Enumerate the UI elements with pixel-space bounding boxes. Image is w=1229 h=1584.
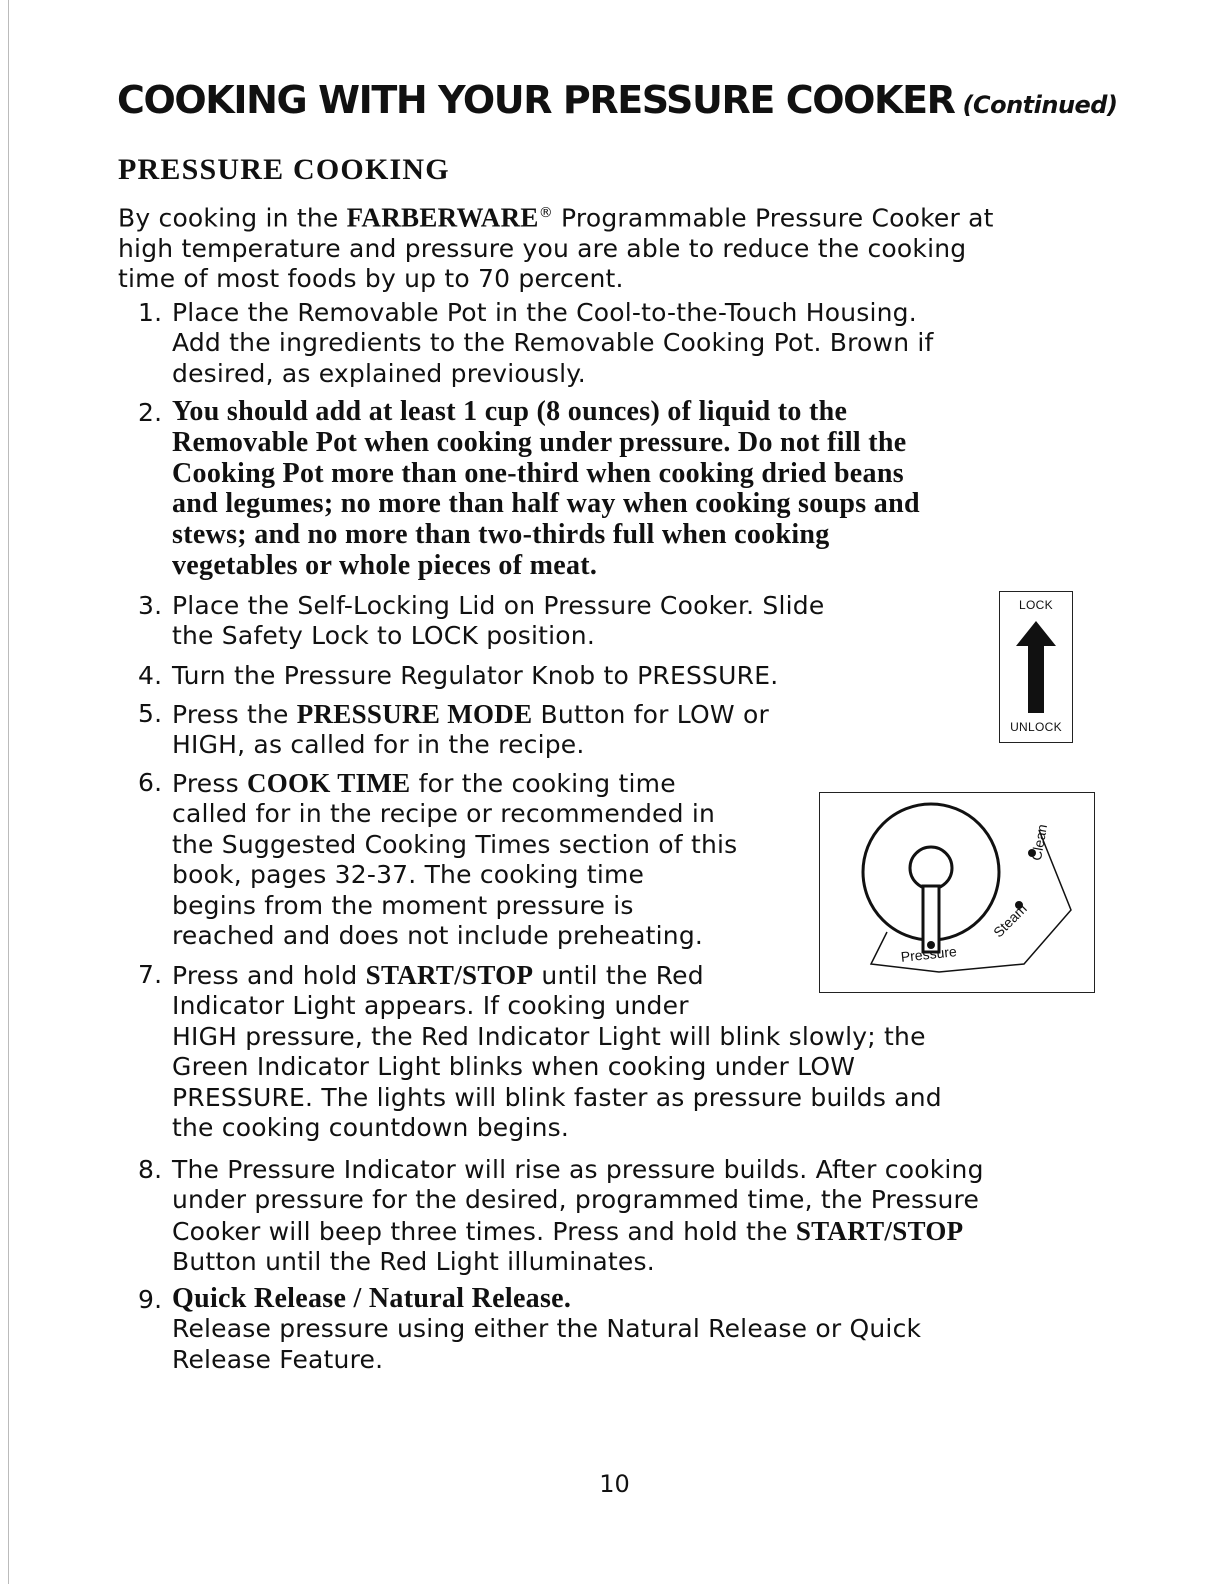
step-3-line: the Safety Lock to LOCK position. <box>172 621 595 651</box>
step-1-line: Add the ingredients to the Removable Cooking Pot. Brown if <box>172 328 934 358</box>
step-6-line: the Suggested Cooking Times section of this <box>172 829 738 859</box>
title-suffix: (Continued) <box>962 91 1118 119</box>
page-number: 10 <box>599 1470 630 1498</box>
step-1-line: desired, as explained previously. <box>172 358 586 388</box>
step-9-line: Release pressure using either the Natural Release or Quick <box>172 1314 922 1344</box>
intro-line-3: time of most foods by up to 70 percent. <box>118 264 624 294</box>
step-2-line: vegetables or whole pieces of meat. <box>172 549 598 581</box>
page-title <box>117 78 1117 122</box>
step-2-line: stews; and no more than two-thirds full when cooking <box>172 519 830 551</box>
step-8-line: Button until the Red Light illuminates. <box>172 1247 655 1277</box>
step-2-text <box>172 397 920 582</box>
step-6-line: called for in the recipe or recommended in <box>172 799 716 829</box>
step-4-number: 4. <box>138 661 163 690</box>
intro-text: Programmable Pressure Cooker at <box>552 203 994 233</box>
step-3-line: Place the Self-Locking Lid on Pressure Cooker. Slide <box>172 591 825 620</box>
step-7-line: Green Indicator Light blinks when cooking under LOW <box>172 1052 856 1082</box>
pressure-mode-term: PRESSURE MODE <box>296 699 533 729</box>
step-7-segment: Press and hold <box>172 961 366 990</box>
step-8-number: 8. <box>138 1155 163 1184</box>
step-4-text: Turn the Pressure Regulator Knob to PRESSURE. <box>172 661 779 690</box>
step-1-number: 1. <box>138 298 163 327</box>
step-8-text <box>172 1155 984 1278</box>
step-5-segment: Press the <box>172 700 297 729</box>
step-9-text <box>172 1284 921 1375</box>
step-7-line: the cooking countdown begins. <box>172 1113 570 1143</box>
step-6-line: reached and does not include preheating. <box>172 921 704 951</box>
step-7-line: Indicator Light appears. If cooking under <box>172 991 689 1021</box>
title-text: COOKING WITH YOUR PRESSURE COOKER <box>117 78 955 122</box>
regulator-dial-diagram <box>819 792 1095 993</box>
registered-mark: ® <box>538 205 553 221</box>
step-3-text <box>172 591 824 652</box>
step-2-line: You should add at least 1 cup (8 ounces) of liquid to the <box>172 396 848 427</box>
step-1-line: Place the Removable Pot in the Cool-to-the-Touch Housing. <box>172 298 917 327</box>
step-6-line: book, pages 32-37. The cooking time <box>172 860 645 890</box>
step-7-line: HIGH pressure, the Red Indicator Light will blink slowly; the <box>172 1021 926 1051</box>
intro-line-1 <box>118 198 994 234</box>
section-heading: PRESSURE COOKING <box>118 153 450 186</box>
step-8-segment: Cooker will beep three times. Press and hold the <box>172 1216 796 1246</box>
step-6-segment: Press <box>172 769 247 798</box>
step-9-number: 9. <box>138 1285 163 1314</box>
step-8-line <box>172 1216 984 1247</box>
step-2-line: Removable Pot when cooking under pressure. Do not fill the <box>172 426 907 458</box>
lock-diagram <box>999 591 1073 743</box>
intro-paragraph <box>118 198 994 295</box>
dial-label-clean: Clean <box>1028 822 1051 862</box>
step-9-line: Release Feature. <box>172 1344 384 1374</box>
step-3-number: 3. <box>138 591 163 620</box>
step-2-number: 2. <box>138 398 163 427</box>
pressure-regulator-knob-icon <box>819 792 1095 993</box>
cook-time-term: COOK TIME <box>246 768 411 798</box>
dial-label-pressure: Pressure <box>900 943 958 965</box>
start-stop-term: START/STOP <box>365 960 534 990</box>
step-1-text <box>172 298 934 389</box>
intro-line-2: high temperature and pressure you are able to reduce the cooking <box>118 233 967 263</box>
step-6-segment: for the cooking time <box>410 769 676 798</box>
step-5-line: HIGH, as called for in the recipe. <box>172 730 585 760</box>
step-2-line: and legumes; no more than half way when cooking soups and <box>172 488 920 520</box>
step-5-text <box>172 699 769 761</box>
step-8-line: The Pressure Indicator will rise as pressure builds. After cooking <box>172 1155 984 1184</box>
step-6-number: 6. <box>138 768 163 797</box>
step-7-segment: until the Red <box>533 961 704 990</box>
step-7-number: 7. <box>138 960 163 989</box>
lock-label: LOCK <box>1019 598 1053 612</box>
step-6-line: begins from the moment pressure is <box>172 890 634 920</box>
step-5-segment: Button for LOW or <box>532 700 769 729</box>
step-9-heading: Quick Release / Natural Release. <box>172 1283 572 1314</box>
step-2-line: Cooking Pot more than one-third when cooking dried beans <box>172 457 904 489</box>
intro-text: By cooking in the <box>118 203 347 233</box>
step-6-text <box>172 768 737 951</box>
start-stop-term: START/STOP <box>795 1215 964 1246</box>
dial-label-steam: Steam <box>990 900 1030 941</box>
step-7-line: PRESSURE. The lights will blink faster as pressure builds and <box>172 1082 942 1112</box>
brand-name: FARBERWARE <box>346 202 539 233</box>
step-8-line: under pressure for the desired, programmed time, the Pressure <box>172 1185 980 1215</box>
step-5-line <box>172 699 769 730</box>
scan-margin-line <box>8 0 9 1584</box>
step-5-number: 5. <box>138 699 163 728</box>
step-6-line <box>172 768 737 799</box>
unlock-label: UNLOCK <box>1010 720 1062 734</box>
